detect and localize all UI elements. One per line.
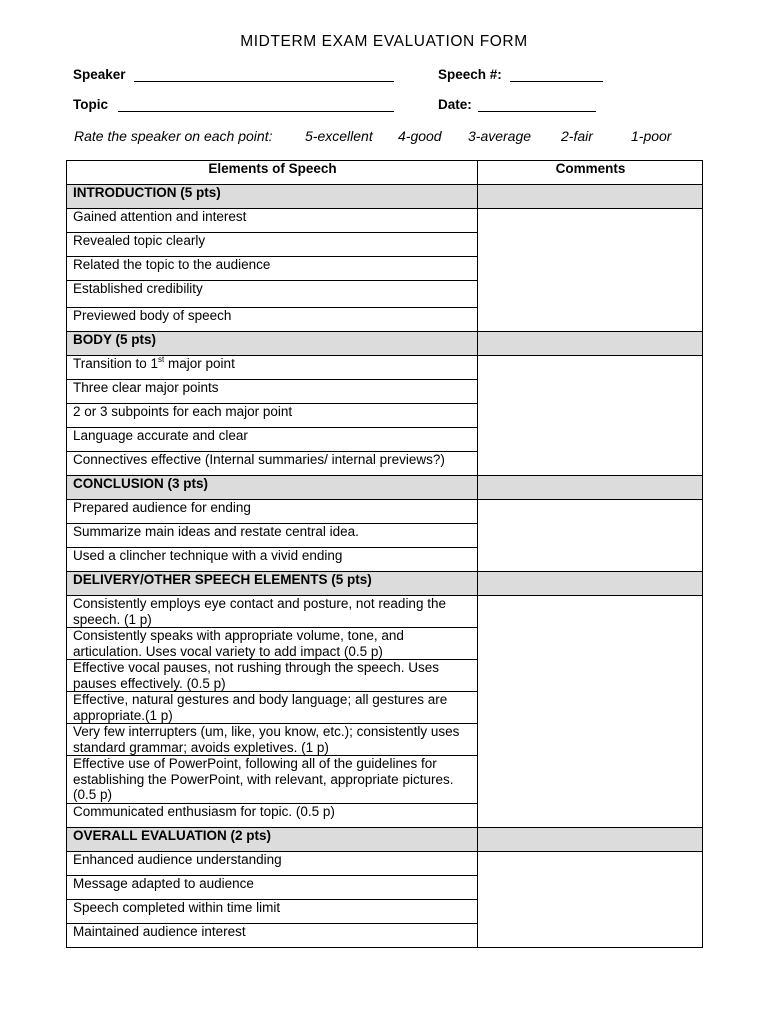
criterion: Message adapted to audience <box>67 875 478 899</box>
criterion: Communicated enthusiasm for topic. (0.5 p) <box>67 803 478 827</box>
section-title: BODY (5 pts) <box>67 332 478 356</box>
rating-poor: 1-poor <box>631 128 672 144</box>
rating-good: 4-good <box>398 128 442 144</box>
topic-field[interactable] <box>118 111 394 112</box>
criterion: Effective, natural gestures and body language; all gestures are appropriate.(1 p) <box>67 692 478 724</box>
section-row <box>67 185 703 209</box>
section-row <box>67 827 703 851</box>
comments-box[interactable] <box>478 209 703 332</box>
criterion: Revealed topic clearly <box>67 233 478 257</box>
section-title: OVERALL EVALUATION (2 pts) <box>67 827 478 851</box>
criterion: Related the topic to the audience <box>67 257 478 281</box>
section-row <box>67 572 703 596</box>
speech-number-label: Speech #: <box>438 67 502 82</box>
date-label: Date: <box>438 97 472 112</box>
section-row <box>67 476 703 500</box>
rating-fair: 2-fair <box>561 128 593 144</box>
criterion: Effective vocal pauses, not rushing through the speech. Uses pauses effectively. (0.5 p) <box>67 660 478 692</box>
topic-label: Topic <box>73 97 108 112</box>
table-row <box>67 851 703 875</box>
criterion-text-tail: major point <box>164 356 235 371</box>
section-row <box>67 332 703 356</box>
criterion: Established credibility <box>67 281 478 308</box>
date-field[interactable] <box>478 111 596 112</box>
section-comment-cell <box>478 185 703 209</box>
criterion: Previewed body of speech <box>67 308 478 332</box>
rating-prompt: Rate the speaker on each point: <box>74 128 273 144</box>
criterion: Maintained audience interest <box>67 923 478 947</box>
criterion <box>67 356 478 380</box>
section-title: DELIVERY/OTHER SPEECH ELEMENTS (5 pts) <box>67 572 478 596</box>
section-title: INTRODUCTION (5 pts) <box>67 185 478 209</box>
table-row <box>67 500 703 524</box>
form-title: MIDTERM EXAM EVALUATION FORM <box>240 33 528 50</box>
table-header-row <box>67 161 703 185</box>
criterion: Used a clincher technique with a vivid ending <box>67 548 478 572</box>
criterion: Consistently speaks with appropriate volume, tone, and articulation. Uses vocal variety to add impact (0.5 p) <box>67 628 478 660</box>
comments-header: Comments <box>478 161 703 185</box>
criterion: Three clear major points <box>67 380 478 404</box>
criterion: Consistently employs eye contact and posture, not reading the speech. (1 p) <box>67 596 478 628</box>
section-comment-cell <box>478 476 703 500</box>
rating-average: 3-average <box>468 128 532 144</box>
comments-box[interactable] <box>478 596 703 828</box>
criterion: Language accurate and clear <box>67 428 478 452</box>
speech-number-field[interactable] <box>510 81 603 82</box>
comments-box[interactable] <box>478 356 703 476</box>
comments-box[interactable] <box>478 851 703 947</box>
criterion: Very few interrupters (um, like, you know, etc.); consistently uses standard grammar; avoids expletives. (1 p) <box>67 724 478 756</box>
rating-excellent: 5-excellent <box>305 128 373 144</box>
section-title: CONCLUSION (3 pts) <box>67 476 478 500</box>
table-row <box>67 356 703 380</box>
table-row <box>67 596 703 628</box>
criterion: Speech completed within time limit <box>67 899 478 923</box>
criterion: Effective use of PowerPoint, following all of the guidelines for establishing the PowerPoint, with relevant, appropriate pictures. (0.5 p) <box>67 756 478 804</box>
table-row <box>67 209 703 233</box>
criterion: Enhanced audience understanding <box>67 851 478 875</box>
section-comment-cell <box>478 827 703 851</box>
criterion: 2 or 3 subpoints for each major point <box>67 404 478 428</box>
comments-box[interactable] <box>478 500 703 572</box>
section-comment-cell <box>478 332 703 356</box>
criterion: Prepared audience for ending <box>67 500 478 524</box>
evaluation-table <box>66 160 703 948</box>
criterion-text: Transition to 1 <box>73 356 159 371</box>
ordinal-suffix: st <box>158 355 165 364</box>
criterion: Gained attention and interest <box>67 209 478 233</box>
speaker-field[interactable] <box>134 81 394 82</box>
section-comment-cell <box>478 572 703 596</box>
criterion: Summarize main ideas and restate central idea. <box>67 524 478 548</box>
speaker-label: Speaker <box>73 67 126 82</box>
criterion: Connectives effective (Internal summaries/ internal previews?) <box>67 452 478 476</box>
elements-header: Elements of Speech <box>67 161 478 185</box>
